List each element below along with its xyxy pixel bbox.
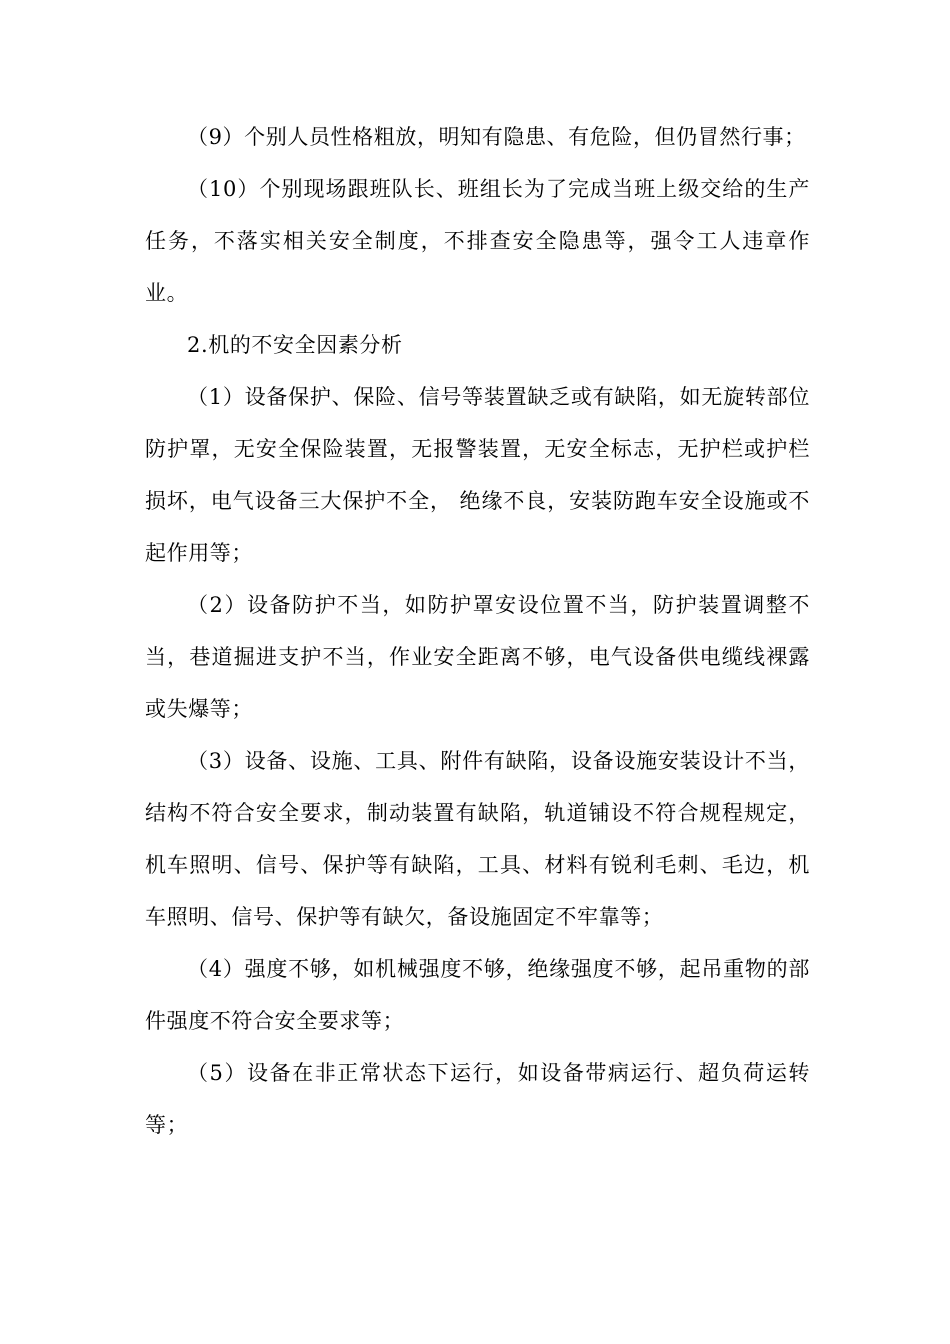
section-heading-machine-factors: 2.机的不安全因素分析: [187, 333, 403, 357]
document-body: [145, 111, 810, 1151]
paragraph-item-9: （9）个别人员性格粗放，明知有隐患、有危险，但仍冒然行事；: [187, 125, 806, 149]
paragraph-item-3: （3）设备、设施、工具、附件有缺陷，设备设施安装设计不当，结构不符合安全要求，制动装置有缺陷，轨道铺设不符合规程规定，机车照明、信号、保护等有缺陷，工具、材料有锐利毛刺、毛边，机车照明、信号、保护等有缺欠，备设施固定不牢靠等；: [145, 749, 810, 929]
paragraph-item-10: （10）个别现场跟班队长、班组长为了完成当班上级交给的生产任务，不落实相关安全制度，不排查安全隐患等，强令工人违章作业。: [145, 177, 810, 305]
paragraph-item-4: （4）强度不够，如机械强度不够，绝缘强度不够，起吊重物的部件强度不符合安全要求等；: [145, 957, 810, 1033]
paragraph-item-2: （2）设备防护不当，如防护罩安设位置不当，防护装置调整不当，巷道掘进支护不当，作业安全距离不够，电气设备供电缆线裸露或失爆等；: [145, 593, 810, 721]
paragraph-item-5: （5）设备在非正常状态下运行，如设备带病运行、超负荷运转等；: [145, 1061, 810, 1137]
paragraph-item-1: （1）设备保护、保险、信号等装置缺乏或有缺陷，如无旋转部位防护罩，无安全保险装置，无报警装置，无安全标志，无护栏或护栏损坏，电气设备三大保护不全， 绝缘不良，安装防跑车安全设施或不起作用等；: [145, 385, 810, 565]
